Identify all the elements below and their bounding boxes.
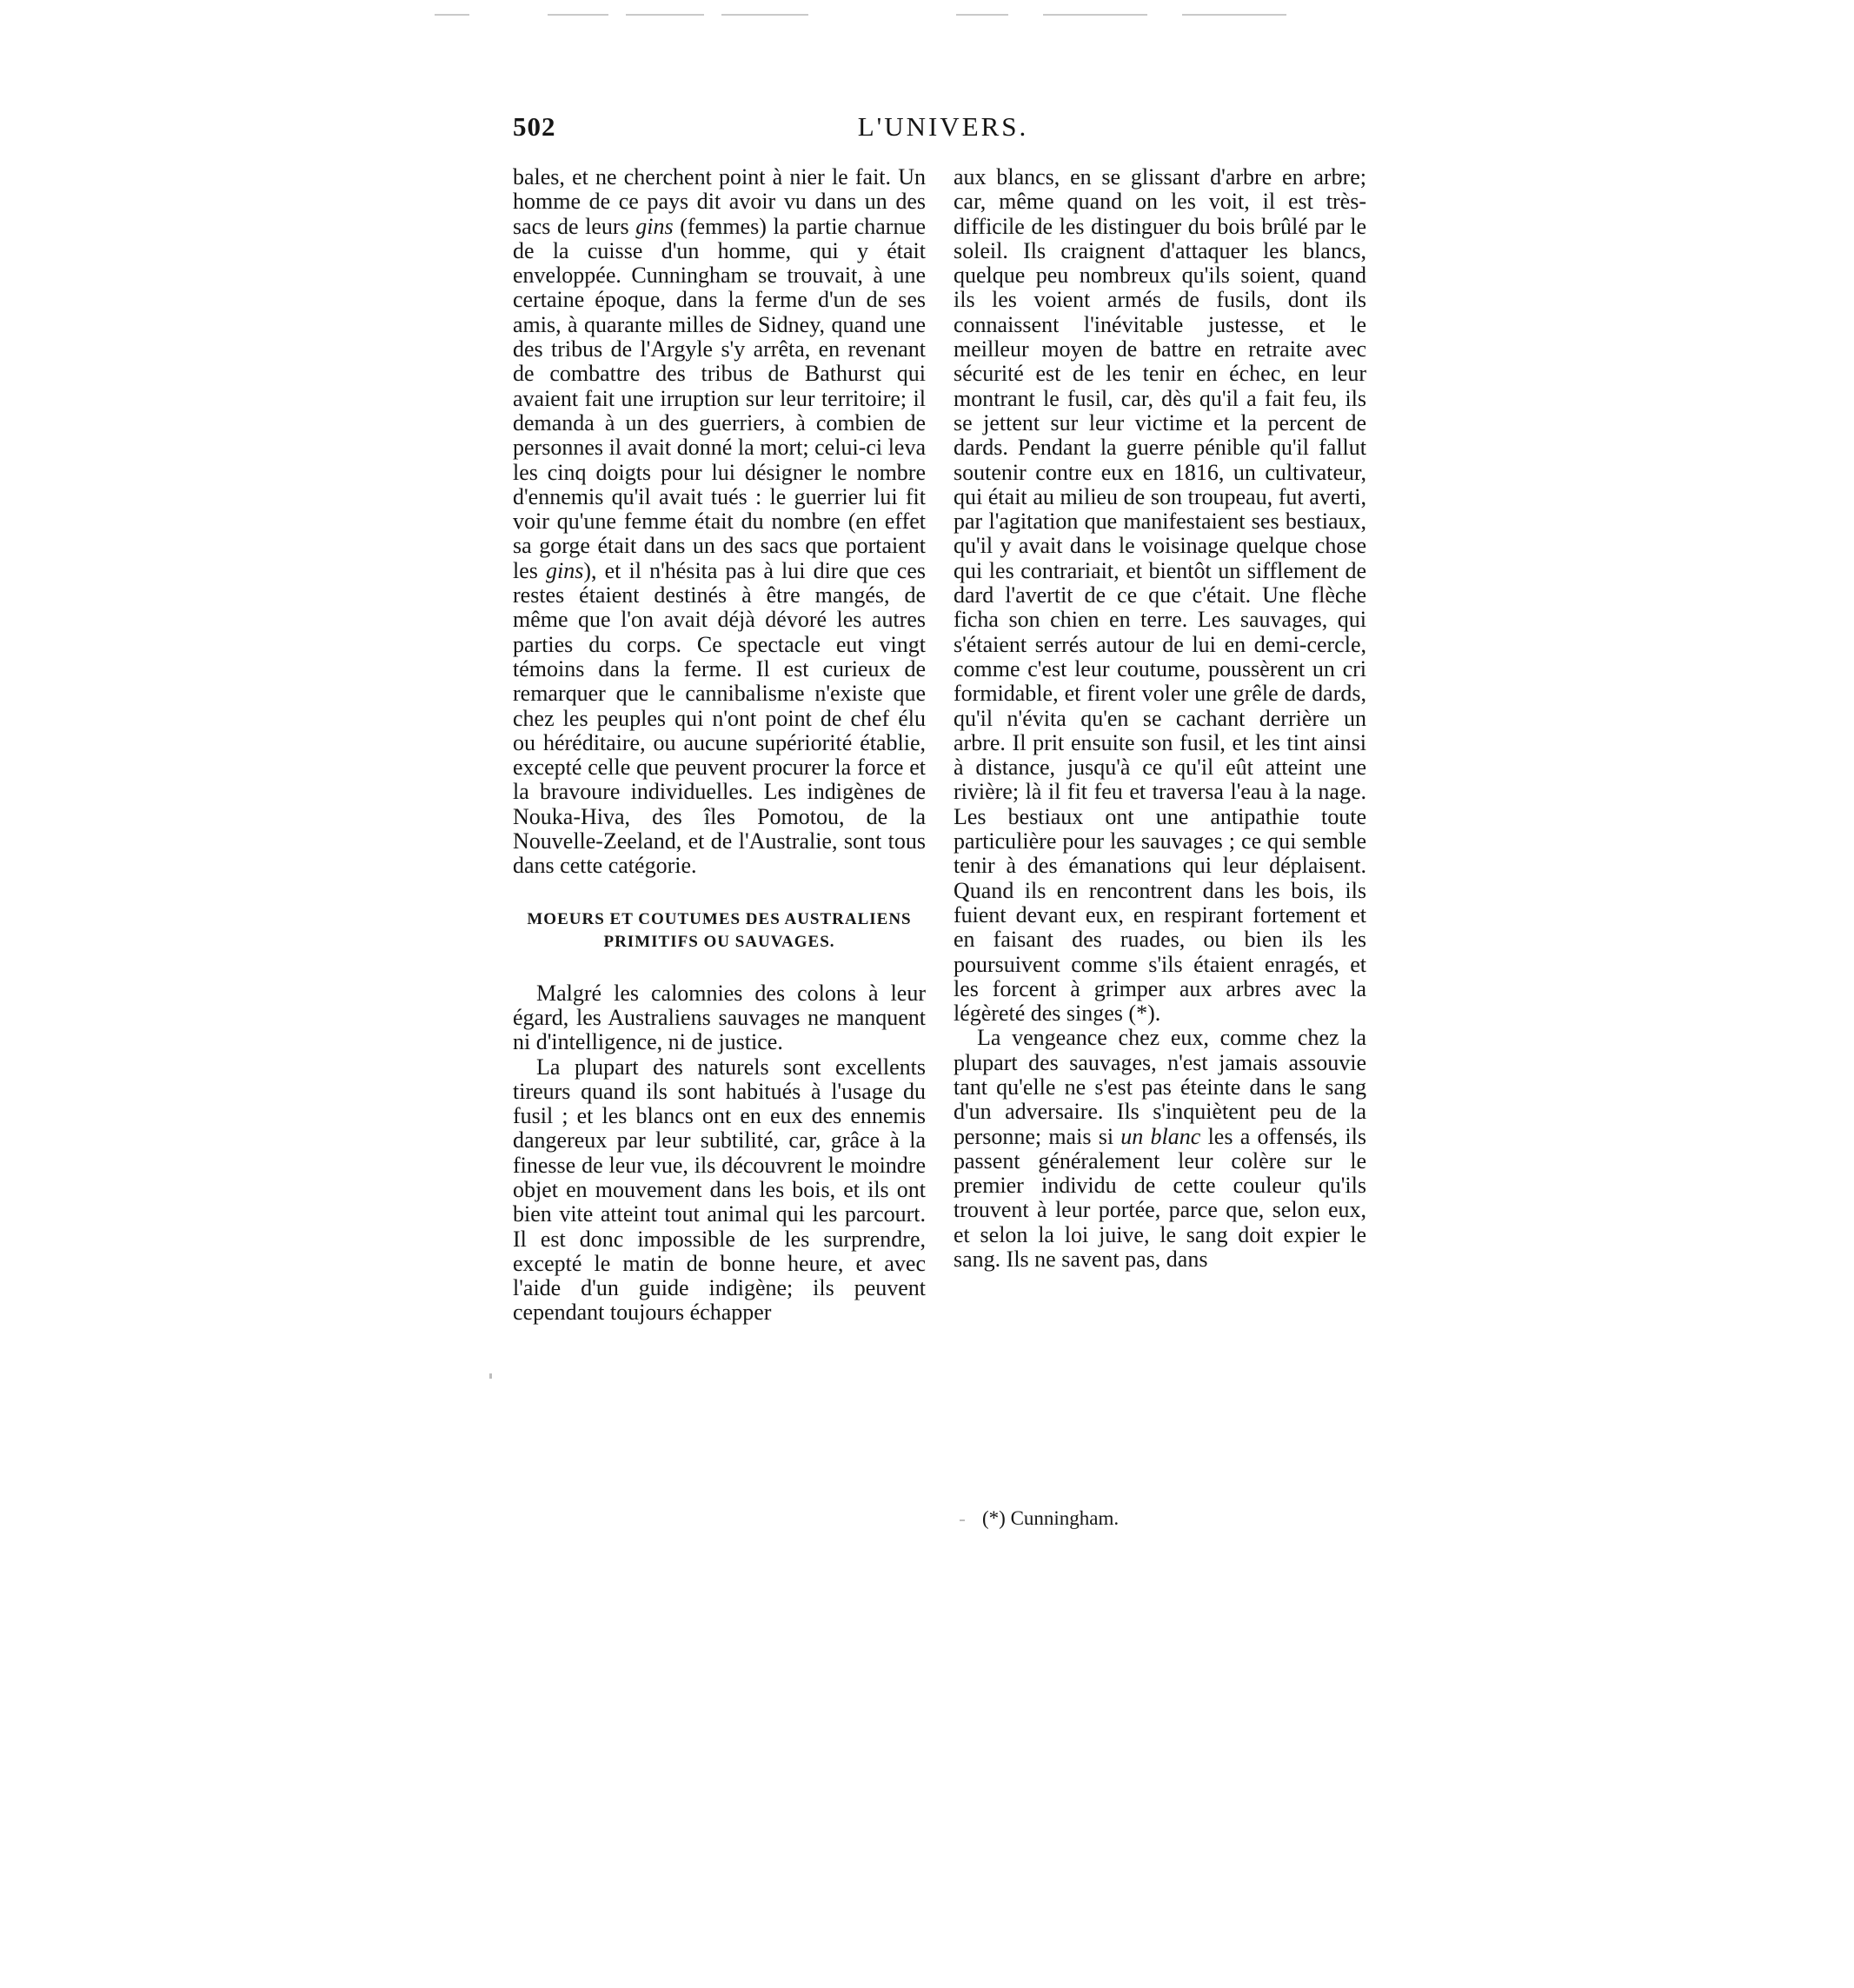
text-run: (femmes) la partie charnue de la cuisse d'un homme, qui y était enveloppée. Cunningham se trouvait, à une certaine époque, dans la ferme d'un de ses amis, à quarante milles de Sidney, quand une des tribus de l'Argyle s'y arrêta, en revenant de combattre des tribus de Bathurst qui avaient fait une irruption sur leur territoire; il demanda à un des guerriers, à combien de personnes il avait donné la mort; celui-ci leva les cinq doigts pour lui désigner le nombre d'ennemis qu'il avait tués : le guerrier lui fit voir qu'une femme était du nombre (en effet sa gorge était dans un des sacs que portaient les bbox=[513, 213, 926, 583]
footnote: (*) Cunningham. bbox=[982, 1507, 1120, 1529]
scan-speck bbox=[489, 1373, 492, 1379]
italic-term: un blanc bbox=[1120, 1123, 1201, 1149]
paragraph-blancs: aux blancs, en se glissant d'arbre en arbre; car, même quand on les voit, il est très-difficile de les distinguer du bois brûlé par le soleil. Ils craignent d'attaquer les blancs, quelque peu nombreux qu'ils soient, quand ils les voient armés de fusils, dont ils connaissent l'inévitable justesse, et le meilleur moyen de battre en retraite avec sécurité est de les tenir en échec, en leur montrant le fusil, car, dès qu'il a fait feu, ils se jettent sur leur victime et la percent de dards. Pendant la guerre pénible qu'il fallut soutenir contre eux en 1816, un cultivateur, qui était au milieu de son troupeau, fut averti, par l'agitation que manifestaient ses bestiaux, qu'il y avait dans le voisinage quelque chose qui les contrariait, et bientôt un sifflement de dard l'avertit de ce que c'était. Une flèche ficha son chien en terre. Les sauvages, qui s'étaient serrés autour de lui en demi-cercle, comme c'est leur coutume, poussèrent un cri formidable, et firent voler une grêle de dards, qu'il n'évita qu'en se cachant derrière un arbre. Il prit ensuite son fusil, et les tint ainsi à distance, jusqu'à ce qu'il eût atteint une rivière; là il fit feu et traversa l'eau à la nage. Les bestiaux ont une antipathie toute particulière pour les sauvages ; ce qui semble tenir à des émanations qui leur déplaisent. Quand ils en rencontrent dans les bois, ils fuient devant eux, en respirant fortement et en faisant des ruades, ou bien ils les poursuivent comme s'ils étaient enragés, et les forcent à grimper aux arbres avec la légèreté des singes (*). bbox=[954, 164, 1366, 1027]
left-column bbox=[513, 165, 926, 1326]
paragraph-vengeance bbox=[954, 1026, 1366, 1272]
text-run: ), et il n'hésita pas à lui dire que ces restes étaient destinés à être mangés, de même que l'on avait déjà dévoré les autres parties du corps. Ce spectacle eut vingt témoins dans la ferme. Il est curieux de remarquer que le cannibalisme n'existe que chez les peuples qui n'ont point de chef élu ou héréditaire, ou aucune supériorité établie, excepté celle que peuvent procurer la force et la bravoure individuelles. Les indigènes de Nouka-Hiva, des îles Pomotou, de la Nouvelle-Zeeland, et de l'Australie, sont tous dans cette catégorie. bbox=[513, 557, 926, 879]
text-run: les a offensés, ils passent généralement leur colère sur le premier individu de cette couleur qu'ils trouvent à leur portée, parce que, selon eux, et selon la loi juive, le sang doit expier le sang. Ils ne savent pas, dans bbox=[954, 1123, 1367, 1273]
italic-term: gins bbox=[635, 213, 674, 239]
text-run: bales, et ne cherchent point à nier le fait. Un homme de ce pays dit avoir vu dans un des sacs de leurs bbox=[513, 164, 926, 239]
paragraph-cannibalism bbox=[513, 165, 926, 879]
page-header bbox=[513, 111, 1373, 153]
scan-edge-marks bbox=[435, 7, 1312, 21]
section-heading bbox=[513, 908, 926, 954]
right-column bbox=[954, 165, 1366, 1272]
paragraph-tireurs: La plupart des naturels sont excellents tireurs quand ils sont habitués à l'usage du fusil ; et les blancs ont en eux des ennemis dangereux par leur subtilité, car, grâce à la finesse de leur vue, ils découvrent le moindre objet en mouvement dans les bois, et ils ont bien vite atteint tout animal qui les parcourt. Il est donc impossible de les surprendre, excepté le matin de bonne heure, et avec l'aide d'un guide indigène; ils peuvent cependant toujours échapper bbox=[513, 1054, 926, 1326]
section-heading-line: PRIMITIFS OU SAUVAGES. bbox=[603, 932, 835, 951]
scan-speck bbox=[960, 1519, 965, 1521]
paragraph-calomnies: Malgré les calomnies des colons à leur égard, les Australiens sauvages ne manquent ni d'intelligence, ni de justice. bbox=[513, 980, 926, 1055]
running-title: L'UNIVERS. bbox=[857, 111, 1029, 142]
section-heading-line: MOEURS ET COUTUMES DES AUSTRALIENS bbox=[527, 909, 912, 928]
page-number: 502 bbox=[513, 111, 556, 142]
italic-term: gins bbox=[546, 557, 584, 583]
text-run: La vengeance chez eux, comme chez la plupart des sauvages, n'est jamais assouvie tant qu'elle ne s'est pas éteinte dans le sang d'un adversaire. Ils s'inquiètent peu de la personne; mais si bbox=[954, 1025, 1366, 1149]
